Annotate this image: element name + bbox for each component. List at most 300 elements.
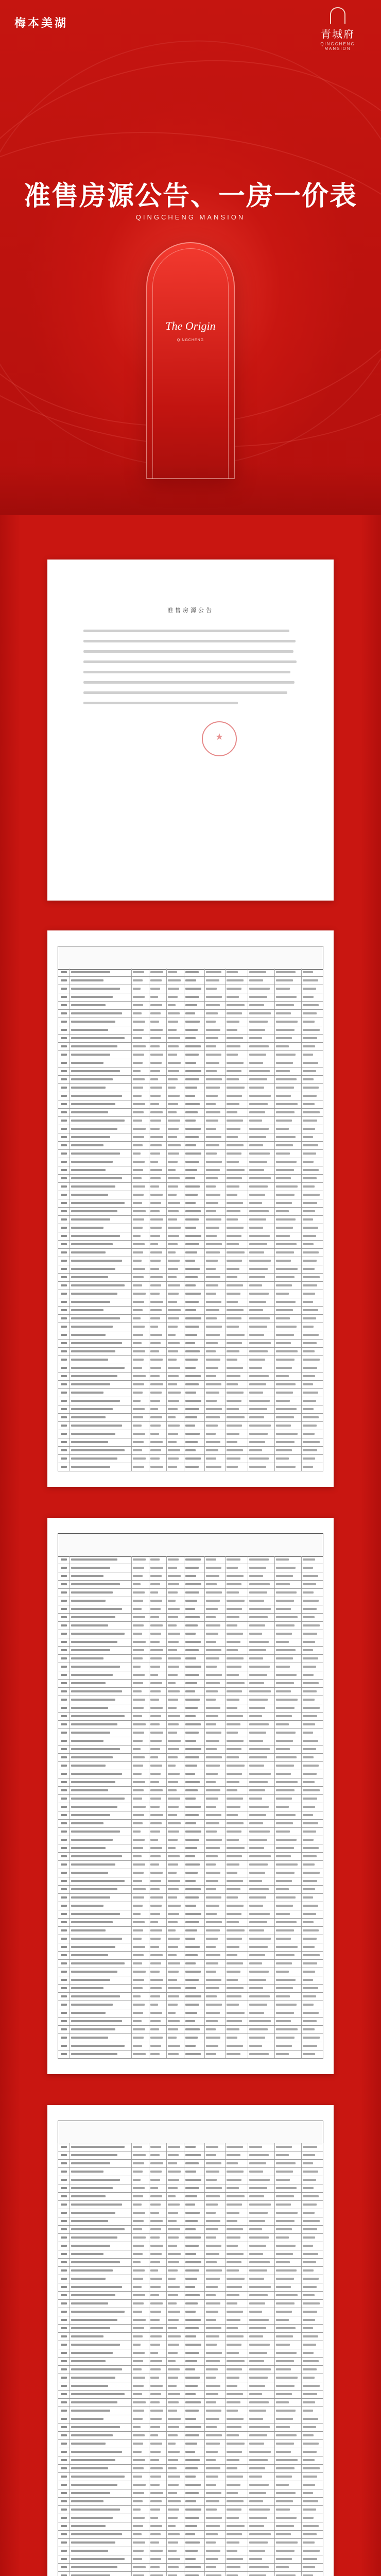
table-cell [301,1861,323,1869]
table-cell [70,1422,132,1430]
cell-text-blur [276,1317,290,1319]
table-cell [149,1175,167,1182]
table-cell [149,1447,167,1454]
table-cell [225,2001,248,2009]
table-cell [70,1787,132,1794]
table-cell [131,1869,149,1877]
cell-text-blur [249,1863,268,1866]
cell-text-blur [185,1416,197,1418]
cell-text-blur [61,1433,67,1435]
table-cell [58,2050,70,2058]
cell-text-blur [61,1682,67,1684]
table-cell [204,1084,226,1092]
table-cell [166,1663,184,1671]
cell-text-blur [249,1185,268,1188]
table-row [58,2009,323,2018]
cell-text-blur [303,971,313,973]
table-cell [58,2498,70,2505]
cell-text-blur [227,1070,241,1072]
cell-text-blur [61,1814,67,1816]
cell-text-blur [168,2278,176,2280]
table-cell [149,1076,167,1083]
table-cell [301,2209,323,2217]
cell-text-blur [150,1649,163,1651]
cell-text-blur [303,2385,320,2387]
table-cell [301,1348,323,1355]
table-cell [204,1985,226,1992]
cell-text-blur [61,1078,67,1080]
table-cell [166,1647,184,1654]
table-cell [58,1622,70,1630]
table-row [58,1869,323,1877]
table-cell [204,1447,226,1454]
cell-text-blur [227,1359,237,1361]
cell-text-blur [150,1831,160,1833]
table-cell [274,1886,302,1893]
table-cell [131,2275,149,2283]
cell-text-blur [227,1995,241,1997]
cell-text-blur [168,1732,177,1734]
table-cell [274,2325,302,2332]
table-cell [166,2217,184,2225]
table-row [58,1150,323,1158]
table-cell [204,1158,226,1166]
cell-text-blur [133,1120,142,1122]
table-cell [166,2514,184,2522]
cell-text-blur [150,2261,160,2263]
cell-text-blur [206,1433,216,1435]
cell-text-blur [276,1029,295,1031]
cell-text-blur [168,1136,177,1138]
cell-text-blur [133,2294,145,2296]
cell-text-blur [249,1301,266,1303]
table-row [58,2448,323,2456]
table-cell [184,2481,205,2489]
cell-text-blur [206,2335,219,2337]
table-cell [131,1605,149,1613]
table-cell [70,1084,132,1092]
cell-text-blur [206,1293,216,1295]
table-cell [274,2448,302,2456]
cell-text-blur [206,1814,221,1816]
table-cell [301,1696,323,1704]
cell-text-blur [185,2179,201,2181]
table-cell [301,1298,323,1306]
cell-text-blur [61,1616,67,1618]
cell-text-blur [276,1268,298,1270]
table-cell [149,1216,167,1224]
table-cell [248,2316,275,2324]
table-cell [204,1935,226,1943]
table-cell [131,2042,149,2050]
cell-text-blur [150,1798,161,1800]
cell-text-blur [303,1781,315,1783]
cell-text-blur [227,1657,244,1659]
cell-text-blur [276,2418,293,2420]
cell-text-blur [150,1699,159,1701]
table-cell [131,1389,149,1397]
cell-text-blur [185,1400,201,1402]
project-name: 青城府 [321,29,355,40]
table-cell [204,1976,226,1984]
table-cell [131,1274,149,1281]
table-cell [70,1886,132,1893]
table-cell [166,2316,184,2324]
table-cell [58,1397,70,1405]
table-cell [225,2168,248,2176]
table-cell [131,1158,149,1166]
cell-text-blur [168,1210,179,1212]
cell-text-blur [133,1317,141,1319]
cell-text-blur [276,1334,294,1336]
cell-text-blur [185,2162,199,2164]
cell-text-blur [133,1359,144,1361]
cell-text-blur [227,1425,242,1427]
table-cell [184,1638,205,1646]
cell-text-blur [150,2550,163,2552]
cell-text-blur [168,1169,176,1171]
cell-text-blur [249,1243,267,1245]
cell-text-blur [303,1425,317,1427]
cell-text-blur [61,2179,67,2181]
table-cell [204,2498,226,2505]
cell-text-blur [150,1740,162,1742]
table-cell [149,969,167,976]
table-cell [274,1405,302,1413]
table-cell [248,2333,275,2341]
table-cell [204,1438,226,1446]
table-cell [204,2143,226,2151]
table-cell [184,2489,205,2497]
table-cell [274,2547,302,2555]
table-cell [301,1935,323,1943]
cell-text-blur [276,2492,296,2494]
cell-text-blur [185,1185,200,1188]
table-cell [301,2176,323,2184]
cell-text-blur [168,2146,180,2148]
cell-text-blur [249,1359,265,1361]
table-cell [248,2539,275,2547]
cell-text-blur [133,1202,142,1204]
table-cell [184,1414,205,1421]
cell-text-blur [185,2171,196,2173]
table-cell [225,1282,248,1290]
cell-text-blur [249,1103,268,1105]
cell-text-blur [303,1301,313,1303]
cell-text-blur [227,2500,244,2502]
table-cell [225,1721,248,1728]
cell-text-blur [206,2352,222,2354]
table-cell [274,2440,302,2448]
cell-text-blur [303,1789,320,1791]
table-cell [248,1323,275,1331]
table-cell [301,1249,323,1257]
cell-text-blur [185,2385,198,2387]
table-cell [58,1265,70,1273]
table-cell [184,1455,205,1463]
table-row [58,1125,323,1133]
table-row [58,1381,323,1389]
table-cell [149,1795,167,1803]
table-cell [184,1828,205,1836]
cell-text-blur [61,2037,67,2039]
table-cell [204,1902,226,1910]
table-cell [204,2250,226,2258]
cell-text-blur [133,1350,145,1352]
table-cell [225,2481,248,2489]
cell-text-blur [206,1161,222,1163]
cell-text-blur [206,2162,221,2164]
cell-text-blur [303,1946,315,1948]
table-cell [274,1315,302,1323]
table-cell [248,1315,275,1323]
cell-text-blur [206,1707,220,1709]
table-cell [166,2275,184,2283]
cell-text-blur [303,2220,320,2222]
table-cell [225,1910,248,1918]
cell-text-blur [150,1120,161,1122]
table-cell [248,1853,275,1860]
table-row [58,2514,323,2522]
cell-text-blur [71,1831,120,1833]
table-cell [248,1405,275,1413]
cell-text-blur [227,2053,240,2055]
cell-text-blur [150,1616,159,1618]
cell-text-blur [168,1583,179,1585]
cell-text-blur [206,1575,219,1577]
cell-text-blur [185,1466,199,1468]
table-cell [166,2358,184,2365]
cell-text-blur [185,2426,201,2428]
table-cell [166,1787,184,1794]
table-cell [301,2018,323,2025]
table-cell [204,2531,226,2538]
cell-text-blur [249,2286,271,2288]
table-cell [58,2456,70,2464]
table-cell [131,1183,149,1191]
table-cell [70,1778,132,1786]
table-cell [149,1605,167,1613]
page-title: 准售房源公告、一房一价表 [23,180,357,212]
cell-text-blur [206,1284,218,1286]
table-cell [204,1828,226,1836]
cell-text-blur [71,2004,113,2006]
table-cell [58,1589,70,1597]
table-cell [70,1315,132,1323]
cell-text-blur [71,1251,106,1253]
table-cell [301,2193,323,2200]
table-cell [301,1405,323,1413]
cell-text-blur [249,2492,266,2494]
cell-text-blur [185,2418,196,2420]
cell-text-blur [206,1657,219,1659]
table-cell [248,2009,275,2017]
table-cell [166,2193,184,2200]
cell-text-blur [206,1235,217,1237]
cell-text-blur [185,2253,196,2255]
cell-text-blur [206,1690,218,1692]
table-cell [131,1249,149,1257]
cell-text-blur [71,2550,108,2552]
table-cell [58,1655,70,1663]
table-cell [204,1597,226,1605]
table-cell [248,1018,275,1026]
table-cell [301,2001,323,2009]
table-cell [131,1713,149,1720]
cell-text-blur [150,1342,161,1344]
cell-text-blur [303,2261,316,2263]
table-cell [70,1704,132,1712]
table-cell [274,1581,302,1588]
cell-text-blur [303,2533,317,2535]
table-cell [58,2349,70,2357]
table-cell [149,2522,167,2530]
cell-text-blur [206,1458,216,1460]
cell-text-blur [303,1317,316,1319]
cell-text-blur [206,1210,216,1212]
cell-text-blur [276,1161,297,1163]
table-cell [70,1919,132,1926]
table-cell [166,2168,184,2176]
cell-text-blur [249,2418,263,2420]
cell-text-blur [303,1913,316,1915]
table-cell [58,2531,70,2538]
cell-text-blur [276,1136,296,1138]
table-cell [70,1125,132,1133]
cell-text-blur [185,1375,201,1377]
table-cell [204,1208,226,1215]
table-cell [166,1688,184,1696]
cell-text-blur [276,1987,293,1989]
cell-text-blur [276,2426,290,2428]
cell-text-blur [185,2236,201,2239]
table-cell [131,1372,149,1380]
table-cell [184,1348,205,1355]
table-cell [58,1372,70,1380]
table-cell [225,1836,248,1844]
cell-text-blur [185,2550,198,2552]
cell-text-blur [185,2004,199,2006]
cell-text-blur [71,1558,117,1561]
cell-text-blur [185,1177,195,1179]
table-cell [70,1696,132,1704]
table-cell [225,1084,248,1092]
table-cell [204,1968,226,1976]
table-row [58,1935,323,1943]
notice-line [83,645,298,653]
cell-text-blur [71,2302,108,2304]
table-cell [166,2555,184,2563]
table-cell [248,1035,275,1042]
table-cell [204,1026,226,1034]
table-cell [184,2160,205,2167]
table-cell [204,1581,226,1588]
cell-text-blur [168,971,177,973]
cell-text-blur [206,1946,216,1948]
table-cell [274,1737,302,1745]
table-cell [131,1721,149,1728]
cell-text-blur [249,2484,269,2486]
cell-text-blur [133,2476,142,2478]
table-row [58,1820,323,1828]
cell-text-blur [249,1888,269,1890]
cell-text-blur [71,1260,122,1262]
table-cell [225,2366,248,2374]
cell-text-blur [276,2302,295,2304]
table-cell [70,2531,132,2538]
table-cell [184,1298,205,1306]
cell-text-blur [249,1037,262,1039]
cell-text-blur [206,1674,222,1676]
table-cell [204,1721,226,1728]
cell-text-blur [206,1449,218,1451]
table-cell [301,2026,323,2033]
cell-text-blur [71,971,110,973]
table-cell [248,2531,275,2538]
table-cell [204,2042,226,2050]
table-cell [225,2407,248,2415]
table-cell [184,1274,205,1281]
table-cell [274,1671,302,1679]
table-cell [184,1405,205,1413]
table-cell [166,1422,184,1430]
cell-text-blur [133,1616,145,1618]
cell-text-blur [185,1433,200,1435]
cell-text-blur [150,1111,163,1113]
table-cell [58,1894,70,1902]
cell-text-blur [150,2020,161,2022]
table-cell [225,1323,248,1331]
price-table-page [47,2105,334,2576]
cell-text-blur [303,1839,314,1841]
table-cell [149,1109,167,1116]
cell-text-blur [206,1872,220,1874]
table-cell [184,2316,205,2324]
table-cell [131,1787,149,1794]
table-cell [301,1589,323,1597]
cell-text-blur [227,2146,243,2148]
cell-text-blur [249,2045,262,2047]
table-cell [166,1265,184,1273]
cell-text-blur [276,2028,298,2030]
cell-text-blur [227,1367,243,1369]
table-cell [248,1298,275,1306]
table-row [58,2325,323,2333]
cell-text-blur [276,1740,293,1742]
table-cell [131,2506,149,2514]
cell-text-blur [227,2327,238,2329]
table-cell [204,1463,226,1471]
table-cell [70,1630,132,1638]
table-cell [184,2217,205,2225]
table-cell [274,2217,302,2225]
table-cell [70,1232,132,1240]
table-cell [301,1803,323,1811]
cell-text-blur [168,2434,178,2436]
cell-text-blur [249,2187,267,2189]
cell-text-blur [71,1449,125,1451]
cell-text-blur [185,1276,198,1278]
cell-text-blur [249,1641,269,1643]
table-cell [274,1754,302,1761]
table-cell [131,1125,149,1133]
table-cell [248,1199,275,1207]
cell-text-blur [249,1558,269,1561]
cell-text-blur [206,2204,218,2206]
cell-text-blur [185,1334,197,1336]
table-cell [225,1142,248,1149]
cell-text-blur [185,2220,198,2222]
